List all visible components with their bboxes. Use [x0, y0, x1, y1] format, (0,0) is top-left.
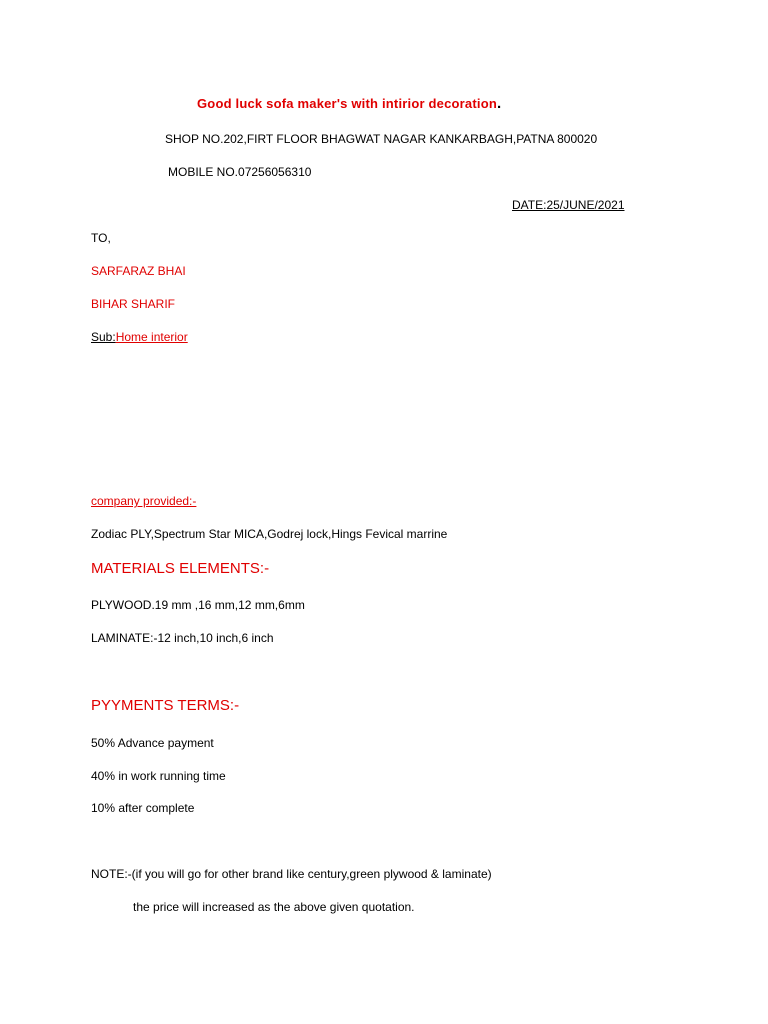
plywood-spec: PLYWOOD.19 mm ,16 mm,12 mm,6mm	[91, 598, 305, 612]
note-line-2: the price will increased as the above given quotation.	[133, 900, 415, 914]
document-date: DATE:25/JUNE/2021	[512, 198, 625, 212]
materials-heading: MATERIALS ELEMENTS:-	[91, 560, 270, 577]
subject-label: Sub:	[91, 330, 116, 344]
subject-value: Home interior	[115, 330, 188, 344]
payment-term-1: 50% Advance payment	[91, 736, 214, 750]
subject-line	[91, 329, 188, 345]
recipient-name: SARFARAZ BHAI	[91, 264, 186, 278]
company-title	[197, 96, 501, 112]
laminate-spec: LAMINATE:-12 inch,10 inch,6 inch	[91, 631, 274, 645]
mobile-number: MOBILE NO.07256056310	[168, 165, 312, 179]
company-provided-heading: company provided:-	[91, 494, 197, 508]
payment-term-3: 10% after complete	[91, 801, 195, 815]
shop-address: SHOP NO.202,FIRT FLOOR BHAGWAT NAGAR KANKARBAGH,PATNA 800020	[165, 132, 598, 146]
payment-terms-heading: PYYMENTS TERMS:-	[91, 697, 240, 714]
to-label: TO,	[91, 231, 111, 245]
company-title-text: Good luck sofa maker's with intirior decoration	[197, 96, 497, 111]
company-provided-text: Zodiac PLY,Spectrum Star MICA,Godrej lock,Hings Fevical marrine	[91, 527, 448, 541]
note-line-1: NOTE:-(if you will go for other brand like century,green plywood & laminate)	[91, 867, 492, 881]
payment-term-2: 40% in work running time	[91, 769, 226, 783]
recipient-place: BIHAR SHARIF	[91, 297, 176, 311]
company-title-period: .	[497, 95, 502, 112]
